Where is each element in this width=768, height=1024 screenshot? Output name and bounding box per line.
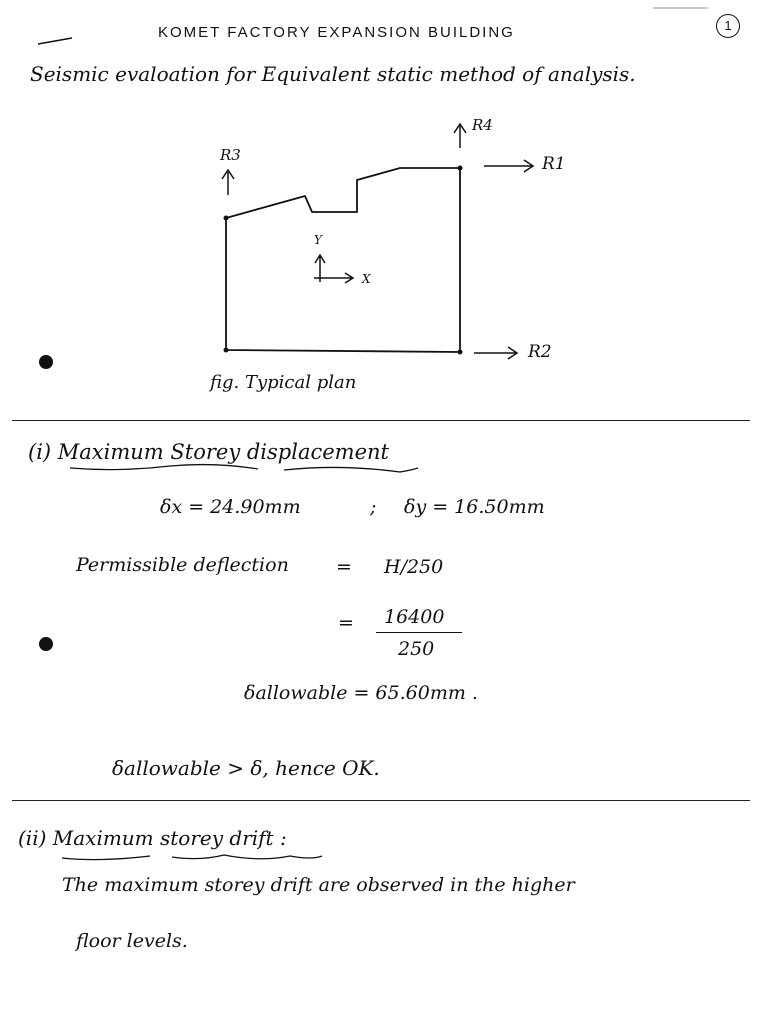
label-r4: R4 [472, 116, 493, 134]
building-outline [226, 168, 460, 352]
figure-caption: fig. Typical plan [210, 372, 357, 393]
label-r2: R2 [528, 342, 552, 362]
label-r3: R3 [220, 146, 241, 164]
section-divider [12, 420, 750, 421]
allowable-deflection: δallowable = 65.60mm . [244, 682, 478, 704]
section1-heading: (i) Maximum Storey displacement [28, 440, 389, 464]
document-subtitle: Seismic evaloation for Equivalent static method of analysis. [30, 62, 636, 86]
label-r1: R1 [542, 154, 566, 174]
page-number: 1 [724, 18, 732, 33]
section2-heading: (ii) Maximum storey drift : [18, 826, 287, 850]
axis-y-label: Y [314, 233, 322, 247]
drift-text-line1: The maximum storey drift are observed in the higher [62, 874, 575, 896]
permissible-value: H/250 [384, 556, 444, 578]
check-conclusion: δallowable > δ, hence OK. [112, 756, 380, 780]
separator: ; [370, 496, 377, 518]
delta-y: δy = 16.50mm [404, 496, 545, 518]
fraction-denominator: 250 [398, 638, 435, 660]
fraction-numerator: 16400 [384, 606, 445, 628]
delta-x: δx = 24.90mm [160, 496, 301, 518]
equals-1: = [336, 556, 352, 578]
section-divider-2 [12, 800, 750, 801]
equals-2: = [338, 612, 354, 634]
document-title: KOMET FACTORY EXPANSION BUILDING [158, 24, 515, 41]
drift-text-line2: floor levels. [76, 930, 188, 952]
fraction-bar [376, 632, 462, 633]
permissible-label: Permissible deflection [76, 554, 289, 576]
axis-x-label: X [362, 272, 371, 286]
